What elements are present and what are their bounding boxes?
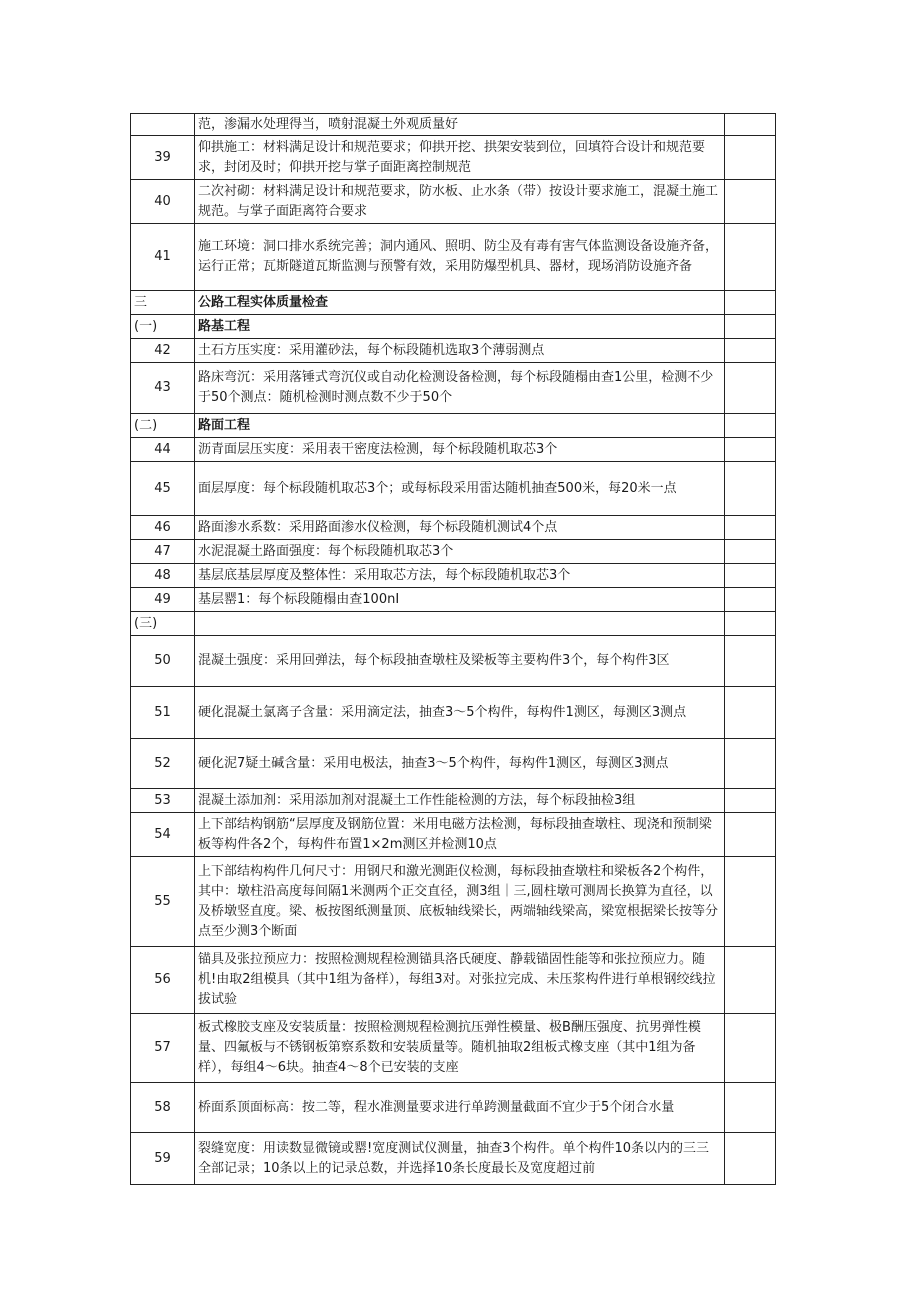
row-extra-cell <box>725 315 776 339</box>
table-row <box>131 136 776 180</box>
row-number: 46 <box>131 516 195 540</box>
row-number: 47 <box>131 540 195 564</box>
row-number: 57 <box>131 1014 195 1083</box>
row-number: 45 <box>131 462 195 516</box>
table-row <box>131 224 776 291</box>
row-extra-cell <box>725 540 776 564</box>
table-row <box>131 363 776 414</box>
section-number: 三 <box>131 291 195 315</box>
section-row <box>131 315 776 339</box>
row-extra-cell <box>725 636 776 687</box>
section-number: (三) <box>131 612 195 636</box>
table-row <box>131 687 776 739</box>
row-number: 58 <box>131 1083 195 1133</box>
row-number: 51 <box>131 687 195 739</box>
table-row <box>131 339 776 363</box>
row-text: 面层厚度：每个标段随机取芯3个；或每标段采用雷达随机抽查500米，每20米一点 <box>195 462 725 516</box>
row-number: 40 <box>131 180 195 224</box>
row-extra-cell <box>725 224 776 291</box>
row-number: 53 <box>131 789 195 813</box>
row-extra-cell <box>725 136 776 180</box>
row-extra-cell <box>725 438 776 462</box>
row-text: 基层底基层厚度及整体性：采用取芯方法，每个标段随机取芯3个 <box>195 564 725 588</box>
table-row <box>131 540 776 564</box>
row-text: 仰拱施工：材料满足设计和规范要求；仰拱开挖、拱架安装到位，回填符合设计和规范要求，封闭及时；仰拱开挖与掌子面距离控制规范 <box>195 136 725 180</box>
row-text: 施工环境：洞口排水系统完善；洞内通风、照明、防尘及有毒有害气体监测设备设施齐备，运行正常；瓦斯隧道瓦斯监测与预警有效，采用防爆型机具、器材，现场消防设施齐备 <box>195 224 725 291</box>
table-row <box>131 438 776 462</box>
table-row <box>131 1014 776 1083</box>
table-row <box>131 516 776 540</box>
table-row <box>131 857 776 947</box>
row-extra-cell <box>725 1014 776 1083</box>
row-number: 54 <box>131 813 195 857</box>
row-extra-cell <box>725 114 776 136</box>
row-text: 硬化混凝土氯离子含量：采用滴定法，抽查3～5个构件，每构件1测区，每测区3测点 <box>195 687 725 739</box>
row-text: 硬化泥7疑土碱含量：采用电极法，抽查3～5个构件，每构件1测区，每测区3测点 <box>195 739 725 789</box>
inspection-table <box>130 113 776 1185</box>
row-text: 路面渗水系数：采用路面渗水仪检测，每个标段随机测试4个点 <box>195 516 725 540</box>
row-extra-cell <box>725 339 776 363</box>
section-row <box>131 291 776 315</box>
row-number: 49 <box>131 588 195 612</box>
row-extra-cell <box>725 1133 776 1185</box>
row-text: 范，渗漏水处理得当，喷射混凝土外观质量好 <box>195 114 725 136</box>
section-title: 路面工程 <box>195 414 725 438</box>
row-number: 41 <box>131 224 195 291</box>
row-extra-cell <box>725 363 776 414</box>
row-text: 锚具及张拉预应力：按照检测规程检测锚具洛氏硬度、静载锚固性能等和张拉预应力。随机!由取2组模具（其中1组为备样），每组3对。对张拉完成、未压浆构件进行单根钢绞线拉拔试验 <box>195 947 725 1014</box>
row-extra-cell <box>725 813 776 857</box>
row-text: 沥青面层压实度：采用表干密度法检测，每个标段随机取芯3个 <box>195 438 725 462</box>
table-row <box>131 1083 776 1133</box>
row-extra-cell <box>725 857 776 947</box>
row-extra-cell <box>725 687 776 739</box>
row-extra-cell <box>725 739 776 789</box>
section-row <box>131 414 776 438</box>
row-extra-cell <box>725 564 776 588</box>
row-text: 路床弯沉：采用落锤式弯沉仪或自动化检测设备检测，每个标段随榻由查1公里，检测不少于50个测点：随机检测时测点数不少于50个 <box>195 363 725 414</box>
row-text: 板式橡胶支座及安装质量：按照检测规程检测抗压弹性模量、极B酬压强度、抗男弹性模量、四氟板与不锈钢板第察系数和安装质量等。随机抽取2组板式橡支座（其中1组为备样），每组4～6块。抽查4～8个已安装的支座 <box>195 1014 725 1083</box>
row-extra-cell <box>725 180 776 224</box>
table-row <box>131 739 776 789</box>
row-number: 48 <box>131 564 195 588</box>
row-extra-cell <box>725 1083 776 1133</box>
row-extra-cell <box>725 291 776 315</box>
row-extra-cell <box>725 462 776 516</box>
row-number: 43 <box>131 363 195 414</box>
table-row <box>131 1133 776 1185</box>
row-number: 55 <box>131 857 195 947</box>
row-text: 上下部结构构件几何尺寸：用钢尺和激光测距仪检测，每标段抽查墩柱和梁板各2个构件，其中：墩柱沿高度每间隔1米测两个正交直径，测3组｜三,圆柱墩可测周长换算为直径，以及桥墩竖直度。梁、板按图纸测量顶、底板轴线梁长，两端轴线梁高，梁宽根据梁长按等分点至少测3个断面 <box>195 857 725 947</box>
section-title: 路基工程 <box>195 315 725 339</box>
row-text: 上下部结构钢筋“层厚度及钢筋位置：米用电磁方法检测，每标段抽查墩柱、现浇和预制梁板等构件各2个，每构件布置1×2m测区并检测10点 <box>195 813 725 857</box>
table-row <box>131 947 776 1014</box>
section-title: 公路工程实体质量检查 <box>195 291 725 315</box>
section-row <box>131 612 776 636</box>
row-text: 基层罂1：每个标段随榻由查100nI <box>195 588 725 612</box>
row-extra-cell <box>725 789 776 813</box>
row-number: 50 <box>131 636 195 687</box>
row-extra-cell <box>725 516 776 540</box>
row-text: 混凝土添加剂：采用添加剂对混凝土工作性能检测的方法，每个标段抽检3组 <box>195 789 725 813</box>
row-text: 桥面系顶面标高：按二等，程水准测量要求进行单跨测量截面不宜少于5个闭合水量 <box>195 1083 725 1133</box>
row-number: 52 <box>131 739 195 789</box>
row-extra-cell <box>725 588 776 612</box>
row-text: 土石方压实度：采用灌砂法，每个标段随机选取3个薄弱测点 <box>195 339 725 363</box>
table-row <box>131 588 776 612</box>
table-row <box>131 636 776 687</box>
row-number: 42 <box>131 339 195 363</box>
row-text: 二次衬砌：材料满足设计和规范要求，防水板、止水条（带）按设计要求施工，混凝土施工规范。与掌子面距离符合要求 <box>195 180 725 224</box>
row-text: 水泥混凝土路面强度：每个标段随机取芯3个 <box>195 540 725 564</box>
row-extra-cell <box>725 612 776 636</box>
table-row <box>131 564 776 588</box>
row-number: 39 <box>131 136 195 180</box>
row-text: 混凝土强度：采用回弹法，每个标段抽查墩柱及梁板等主要构件3个，每个构件3区 <box>195 636 725 687</box>
table-row <box>131 462 776 516</box>
row-number: 44 <box>131 438 195 462</box>
section-number: (二) <box>131 414 195 438</box>
table-row <box>131 789 776 813</box>
row-number: 56 <box>131 947 195 1014</box>
table-row <box>131 180 776 224</box>
table-row <box>131 813 776 857</box>
section-title <box>195 612 725 636</box>
table-row <box>131 114 776 136</box>
row-extra-cell <box>725 947 776 1014</box>
section-number: (一) <box>131 315 195 339</box>
row-number <box>131 114 195 136</box>
row-number: 59 <box>131 1133 195 1185</box>
row-text: 裂缝宽度：用读数显微镜或罂!宽度测试仪测量，抽查3个构件。单个构件10条以内的三三全部记录；10条以上的记录总数，并选择10条长度最长及宽度超过前 <box>195 1133 725 1185</box>
row-extra-cell <box>725 414 776 438</box>
